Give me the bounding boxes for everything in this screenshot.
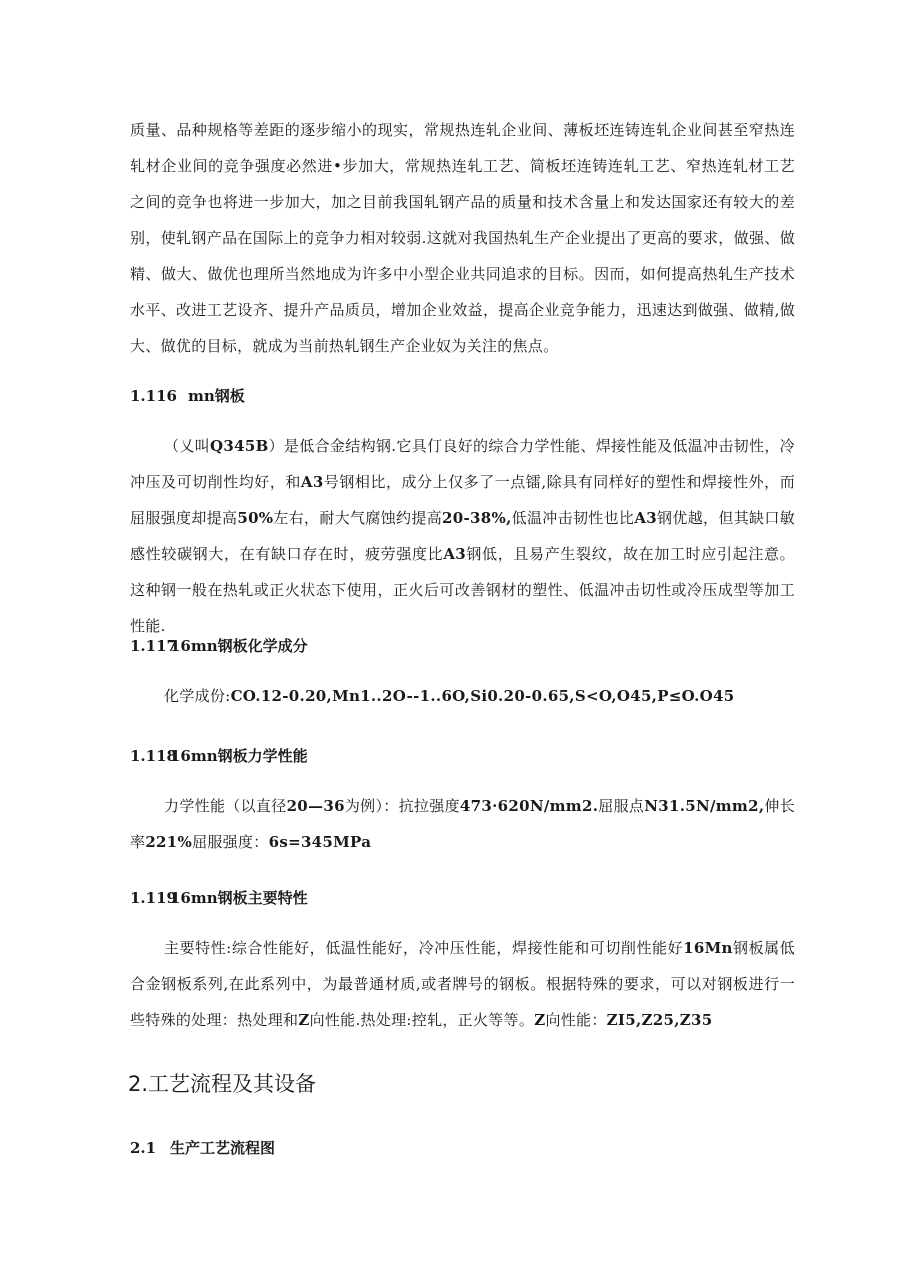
text-run: 左右，耐大气腐蚀约提高 <box>273 509 443 527</box>
text-run-bold: 16Mn <box>683 939 733 957</box>
heading-number: 1.116 <box>130 387 177 405</box>
paragraph-1-117 <box>130 678 795 714</box>
text-run: 低温冲击韧性也比 <box>511 509 635 527</box>
heading-1-118 <box>130 746 308 766</box>
text-run-bold: 20—36 <box>286 797 345 815</box>
text-run-bold: Q345B <box>210 437 269 455</box>
text-run: 屈服强度： <box>192 833 269 851</box>
heading-bold-text: 16mn <box>170 889 218 907</box>
text-run: 屈服点 <box>598 797 645 815</box>
text-run-bold: 50% <box>237 509 274 527</box>
intro-paragraph: 质量、品种规格等差距的逐步缩小的现实，常规热连轧企业间、薄板坯连铸连轧企业间甚至窄热连轧材企业间的竞争强度必然进•步加大，常规热连轧工艺、简板坯连铸连轧工艺、窄热连轧材工艺之间的竞争也将进一步加大，加之目前我国轧钢产品的质量和技术含量上和发达国家还有较大的差别，使轧钢产品在国际上的竞争力相对较弱.这就对我国热轧生产企业提出了更高的要求，做强、做精、做大、做优也理所当然地成为许多中小型企业共同追求的目标。因而，如何提高热轧生产技术水平、改进工艺设齐、提升产品质员，增加企业效益，提高企业竞争能力，迅速达到做强、做精,做大、做优的目标，就成为当前热轧钢生产企业奴为关注的焦点。 <box>130 121 795 355</box>
heading-2-1 <box>130 1138 275 1158</box>
text-run: 伸长率 <box>130 797 795 851</box>
text-run: 钢优越，但其缺口敏感性较碳钢大，在有缺口存在时，疲劳强度比 <box>130 509 795 563</box>
heading-number: 1.119 <box>130 889 177 907</box>
text-run: 向性能： <box>545 1011 607 1029</box>
text-run-bold: Z <box>534 1011 546 1029</box>
text-run-bold: 6s=345MPa <box>268 833 372 851</box>
heading-number: 1.118 <box>130 747 177 765</box>
heading-text: 钢板力学性能 <box>217 747 308 765</box>
text-run-bold: N31.5N∕mm2, <box>644 797 765 815</box>
text-run-bold: A3 <box>443 545 466 563</box>
text-run-bold: Z <box>298 1011 310 1029</box>
text-run: 为例）：抗拉强度 <box>344 797 460 815</box>
paragraph-1-118 <box>130 788 795 860</box>
paragraph-1-119 <box>130 930 795 1038</box>
text-run: ）是低合金结构钢.它具仃良好的综合力学性能、焊接性能及低温冲击韧性，冷冲压及可切削性均好，和 <box>130 437 795 491</box>
heading-1-116 <box>130 386 245 406</box>
text-run-bold: 473·620N∕mm2. <box>459 797 599 815</box>
text-run: 钢板属低合金钢板系列,在此系列中，为最普通材质,或者牌号的钢板。根据特殊的要求，可以对钢板进行一些特殊的处理：热处理和 <box>130 939 795 1029</box>
text-run: 化学成份: <box>164 687 231 705</box>
heading-number: 1.117 <box>130 637 177 655</box>
text-run-bold: 221% <box>145 833 193 851</box>
heading-text: 钢板 <box>214 387 245 405</box>
heading-bold-text: mn <box>188 387 215 405</box>
text-run: 钢低，且易产生裂纹，故在加工时应引起注意。这种钢一般在热轧或正火状态下使用，正火后可改善钢材的塑性、低温冲击切性或冷压成型等加工性能. <box>130 545 795 635</box>
heading-text: 钢板主要特性 <box>217 889 308 907</box>
text-run-bold: A3 <box>300 473 324 491</box>
heading-bold-text: 16mn <box>170 637 218 655</box>
text-run-bold: 20-38%, <box>442 509 512 527</box>
heading-text: 钢板化学成分 <box>217 637 308 655</box>
text-run-bold: A3 <box>634 509 657 527</box>
heading-1-117 <box>130 636 308 656</box>
text-run: 向性能.热处理:控轧，正火等等。 <box>309 1011 535 1029</box>
heading-text: 生产工艺流程图 <box>170 1139 276 1157</box>
text-run-bold: CO.12-0.20,Mn1..2O--1..6O,Si0.20-0.65,S<O,O45,P≤O.O45 <box>230 687 735 705</box>
text-run-bold: ZI5,Z25,Z35 <box>606 1011 713 1029</box>
heading-bold-text: 16mn <box>170 747 218 765</box>
text-run: 主要特性:综合性能好，低温性能好，冷冲压性能，焊接性能和可切削性能好 <box>164 939 684 957</box>
heading-1-119 <box>130 888 308 908</box>
text-run: （乂叫 <box>164 437 210 455</box>
text-run: 号钢相比，成分上仅多了一点镭,除具有同样好的塑性和焊接性外，而屈服强度却提高 <box>130 473 795 527</box>
text-run: 力学性能（以直径 <box>164 797 287 815</box>
paragraph-1-116 <box>130 428 795 644</box>
heading-number: 2.1 <box>130 1139 157 1157</box>
section-2-title: 2.工艺流程及其设备 <box>128 1072 317 1096</box>
